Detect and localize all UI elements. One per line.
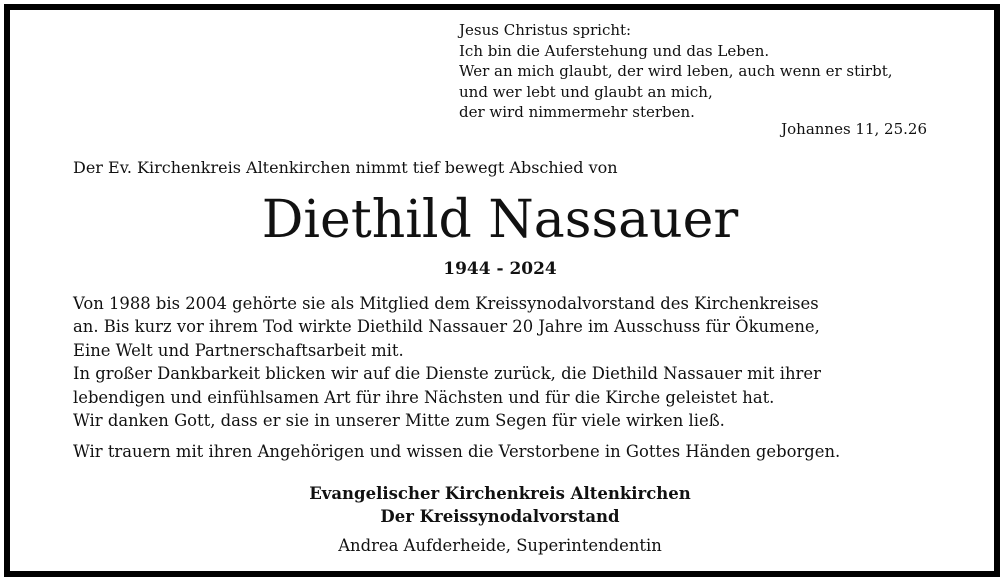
bible-verse [459,20,893,123]
verse-line: Ich bin die Auferstehung und das Leben. [459,41,770,60]
tribute-line: In großer Dankbarkeit blicken wir auf die Dienste zurück, die Diethild Nassauer mit ihrer [73,364,821,384]
closing-text: Wir trauern mit ihren Angehörigen und wissen die Verstorbene in Gottes Händen geborgen. [73,442,841,461]
verse-reference: Johannes 11, 25.26 [781,120,927,138]
intro-text: Der Ev. Kirchenkreis Altenkirchen nimmt tief bewegt Abschied von [73,158,618,177]
verse-line: Wer an mich glaubt, der wird leben, auch wenn er stirbt, [459,62,893,80]
tribute-line: an. Bis kurz vor ihrem Tod wirkte Diethild Nassauer 20 Jahre im Ausschuss für Ökumene, [73,317,820,337]
verse-line: und wer lebt und glaubt an mich, [459,82,713,101]
verse-line: der wird nimmermehr sterben. [459,103,695,121]
verse-line: Jesus Christus spricht: [459,21,632,39]
organization-block [0,482,1000,528]
signer: Andrea Aufderheide, Superintendentin [338,536,662,555]
tribute-line: Wir danken Gott, dass er sie in unserer Mitte zum Segen für viele wirken ließ. [73,411,725,431]
tribute-text [73,292,821,432]
organization-body: Der Kreissynodalvorstand [380,507,620,526]
organization-name: Evangelischer Kirchenkreis Altenkirchen [309,484,691,503]
life-years: 1944 - 2024 [443,259,557,279]
tribute-line: lebendigen und einfühlsamen Art für ihre Nächsten und für die Kirche geleistet hat. [73,387,775,407]
tribute-line: Von 1988 bis 2004 gehörte sie als Mitglied dem Kreissynodalvorstand des Kirchenkreises [73,294,819,313]
deceased-name: Diethild Nassauer [261,190,739,250]
tribute-line: Eine Welt und Partnerschaftsarbeit mit. [73,340,404,360]
